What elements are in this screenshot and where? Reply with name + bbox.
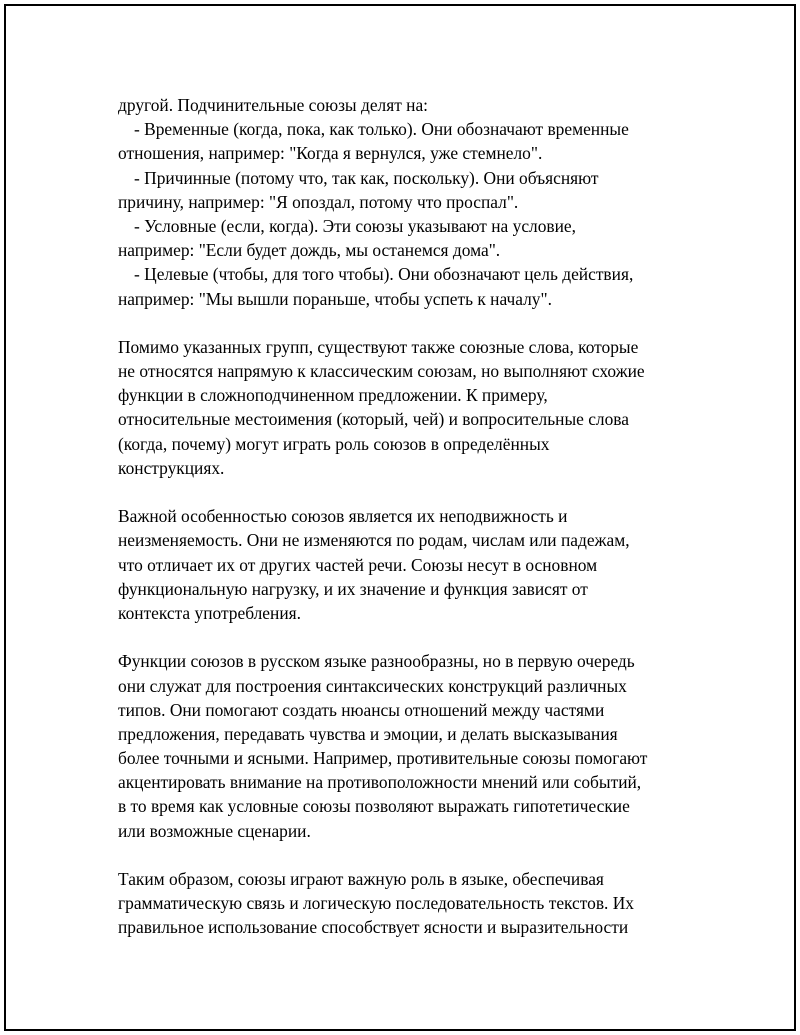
list-item-line: например: "Если будет дождь, мы останемся дома". xyxy=(118,240,501,261)
paragraph-line: неизменяемость. Они не изменяются по родам, числам или падежам, xyxy=(118,530,630,551)
paragraph-line: (когда, почему) могут играть роль союзов в определённых xyxy=(118,433,550,454)
paragraph-conjunctive-words xyxy=(118,335,698,480)
list-item-conditional xyxy=(118,214,698,262)
paragraph-line: функции в сложноподчиненном предложении. К примеру, xyxy=(118,385,548,406)
paragraph-gap xyxy=(118,843,698,867)
paragraph-line: не относятся напрямую к классическим союзам, но выполняют схожие xyxy=(118,361,645,382)
list-item-line: отношения, например: "Когда я вернулся, уже стемнело". xyxy=(118,143,543,164)
paragraph-line: конструкциях. xyxy=(118,457,225,478)
paragraph-line: что отличает их от других частей речи. Союзы несут в основном xyxy=(118,554,598,575)
paragraph-gap xyxy=(118,625,698,649)
paragraph-line: Важной особенностью союзов является их неподвижность и xyxy=(118,506,568,527)
paragraph-gap xyxy=(118,480,698,504)
paragraph-line: или возможные сценарии. xyxy=(118,820,311,841)
paragraph-line: в то время как условные союзы позволяют выражать гипотетические xyxy=(118,796,630,817)
list-item-line: причину, например: "Я опоздал, потому что проспал". xyxy=(118,191,519,212)
paragraph-line: правильное использование способствует ясности и выразительности xyxy=(118,917,629,938)
paragraph-line: контекста употребления. xyxy=(118,602,301,623)
paragraph-line: они служат для построения синтаксических конструкций различных xyxy=(118,675,627,696)
paragraph-functions xyxy=(118,649,698,843)
list-item-line: - Условные (если, когда). Эти союзы указывают на условие, xyxy=(134,215,576,236)
paragraph-line: типов. Они помогают создать нюансы отношений между частями xyxy=(118,699,605,720)
paragraph-gap xyxy=(118,311,698,335)
paragraph-line: грамматическую связь и логическую последовательность текстов. Их xyxy=(118,893,634,914)
document-body xyxy=(118,93,698,940)
list-item-purpose xyxy=(118,262,698,310)
paragraph-line: Помимо указанных групп, существуют также союзные слова, которые xyxy=(118,336,639,357)
paragraph-line: более точными и ясными. Например, противительные союзы помогают xyxy=(118,748,648,769)
intro-line: другой. Подчинительные союзы делят на: xyxy=(118,95,429,115)
list-item-temporal xyxy=(118,117,698,165)
list-item-line: - Причинные (потому что, так как, поскольку). Они объясняют xyxy=(134,167,599,188)
list-item-line: - Целевые (чтобы, для того чтобы). Они обозначают цель действия, xyxy=(134,264,634,285)
paragraph-immutability xyxy=(118,504,698,625)
paragraph-line: предложения, передавать чувства и эмоции, и делать высказывания xyxy=(118,723,618,744)
paragraph-line: акцентировать внимание на противоположности мнений или событий, xyxy=(118,772,642,793)
paragraph-line: функциональную нагрузку, и их значение и функция зависят от xyxy=(118,578,588,599)
list-item-causal xyxy=(118,166,698,214)
conjunction-list xyxy=(118,117,698,311)
paragraph-line: Функции союзов в русском языке разнообразны, но в первую очередь xyxy=(118,651,635,672)
paragraph-conclusion xyxy=(118,867,698,940)
paragraph-line: относительные местоимения (который, чей) и вопросительные слова xyxy=(118,409,630,430)
list-item-line: - Временные (когда, пока, как только). Они обозначают временные xyxy=(134,119,629,140)
paragraph-line: Таким образом, союзы играют важную роль в языке, обеспечивая xyxy=(118,869,604,889)
list-item-line: например: "Мы вышли пораньше, чтобы успеть к началу". xyxy=(118,288,552,309)
